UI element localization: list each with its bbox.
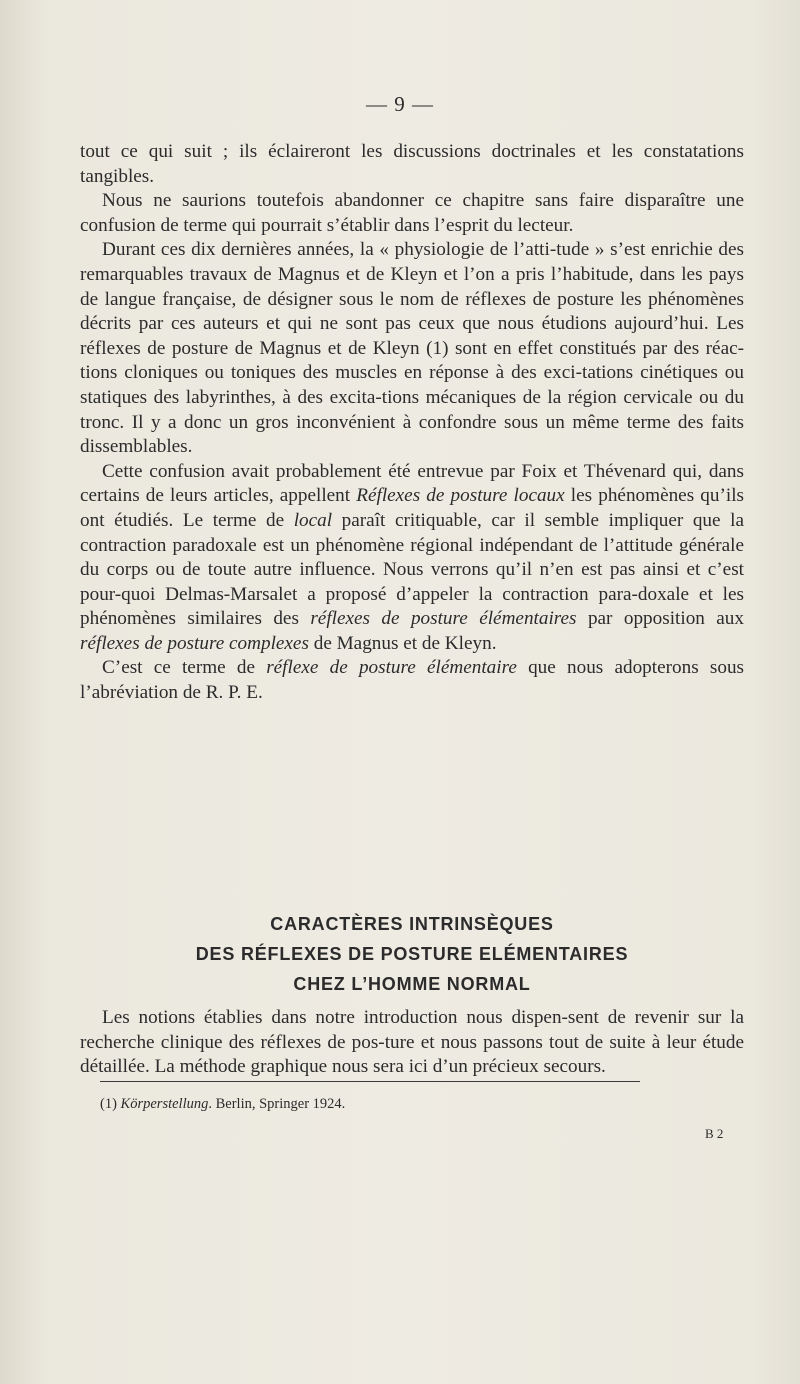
footnote-divider: [100, 1081, 640, 1082]
text-run: paraît critiquable, car il semble impliquer que la contraction paradoxale est un phénomène régional indépendant de l’attitude générale du corps ou de toute autre influence. Nous verrons qu’il n’en est pas ainsi et c’est pour-quoi Delmas-Marsalet a proposé d’appeler la contraction para-doxale et les phénomènes similaires des: [80, 509, 744, 630]
paragraph-2: Nous ne saurions toutefois abandonner ce chapitre sans faire disparaître une confusion de terme qui pourrait s’établir dans l’esprit du lecteur.: [80, 190, 744, 236]
footnote-marker: (1): [100, 1096, 121, 1112]
body-text: [80, 140, 744, 706]
footnote-rest: . Berlin, Springer 1924.: [208, 1096, 346, 1112]
paragraph-3: Durant ces dix dernières années, la « physiologie de l’atti-tude » s’est enrichie des remarquables travaux de Magnus et de Kleyn et l’on a pris l’habitude, dans les pays de langue française, de désigner sous le nom de réflexes de posture les phénomènes décrits par ces auteurs et qui ne sont pas ceux que nous étudions aujourd’hui. Les réflexes de posture de Magnus et de Kleyn (1) sont en effet constitués par des réac-tions cloniques ou toniques des muscles en réponse à des exci-tations cinétiques ou statiques des labyrinthes, à des excita-tions mécaniques de la région cervicale ou du tronc. Il y a donc un gros inconvénient à confondre sous un même terme des faits dissemblables.: [80, 239, 744, 458]
body-text-section: [80, 1006, 744, 1080]
page-number: — 9 —: [366, 92, 434, 116]
text-run: C’est ce terme de: [102, 657, 267, 679]
text-run: les phénomènes qu’ils ont étudiés. Le terme de: [80, 485, 744, 531]
paragraph-4: [80, 460, 744, 657]
text-run: de Magnus et de Kleyn.: [308, 632, 497, 654]
footnote: [100, 1096, 345, 1113]
italic-term: réflexes de posture élémentaires: [310, 608, 577, 630]
paragraph-6: Les notions établies dans notre introduction nous dispen-sent de revenir sur la recherche clinique des réflexes de pos-ture et nous passons tout de suite à leur étude détaillée. La méthode graphique nous sera ici d’un précieux secours.: [80, 1007, 744, 1078]
italic-term: réflexes de posture complexes: [80, 632, 309, 654]
text-run: par opposition aux: [576, 608, 744, 630]
italic-term: local: [293, 509, 333, 531]
italic-term: Réflexes de posture locaux: [356, 485, 565, 507]
italic-term: réflexe de posture élémentaire: [266, 657, 517, 679]
section-heading-line-3: CHEZ L’HOMME NORMAL: [293, 974, 531, 994]
paragraph-5: [80, 656, 744, 705]
text-run: que nous adopterons sous l’abréviation de R. P. E.: [80, 657, 745, 704]
paragraph-1: tout ce qui suit ; ils éclaireront les discussions doctrinales et les constatations tangibles.: [80, 141, 744, 187]
section-heading-line-1: CARACTÈRES INTRINSÈQUES: [270, 914, 554, 934]
signature-mark: B 2: [705, 1126, 724, 1141]
footnote-title: Körperstellung: [120, 1096, 209, 1112]
section-heading-line-2: DES RÉFLEXES DE POSTURE ELÉMENTAIRES: [195, 944, 629, 964]
text-run: Cette confusion avait probablement été entrevue par Foix et Thévenard qui, dans certains de leurs articles, appellent: [80, 460, 744, 507]
